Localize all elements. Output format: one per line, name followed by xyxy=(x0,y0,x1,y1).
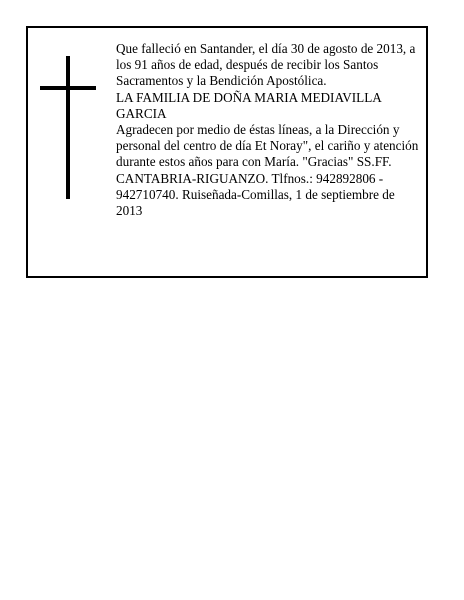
notice-thanks: Agradecen por medio de éstas líneas, a la Dirección y personal del centro de día Et Noray", el cariño y atención durante estos años para con María. "Gracias" SS.FF. CANTABRIA-RIGUANZO. Tlfnos.: 942892806 - 942710740. Ruiseñada-Comillas, 1 de septiembre de 2013 xyxy=(116,122,419,219)
cross-horizontal-bar xyxy=(40,86,96,90)
notice-family: LA FAMILIA DE DOÑA MARIA MEDIAVILLA GARCIA xyxy=(116,89,382,121)
cross-vertical-bar xyxy=(66,56,70,199)
notice-intro: Que falleció en Santander, el día 30 de agosto de 2013, a los 91 años de edad, después de recibir los Santos Sacramentos y la Bendición Apostólica. xyxy=(116,41,416,89)
obituary-notice xyxy=(26,26,428,278)
notice-text xyxy=(116,41,422,219)
